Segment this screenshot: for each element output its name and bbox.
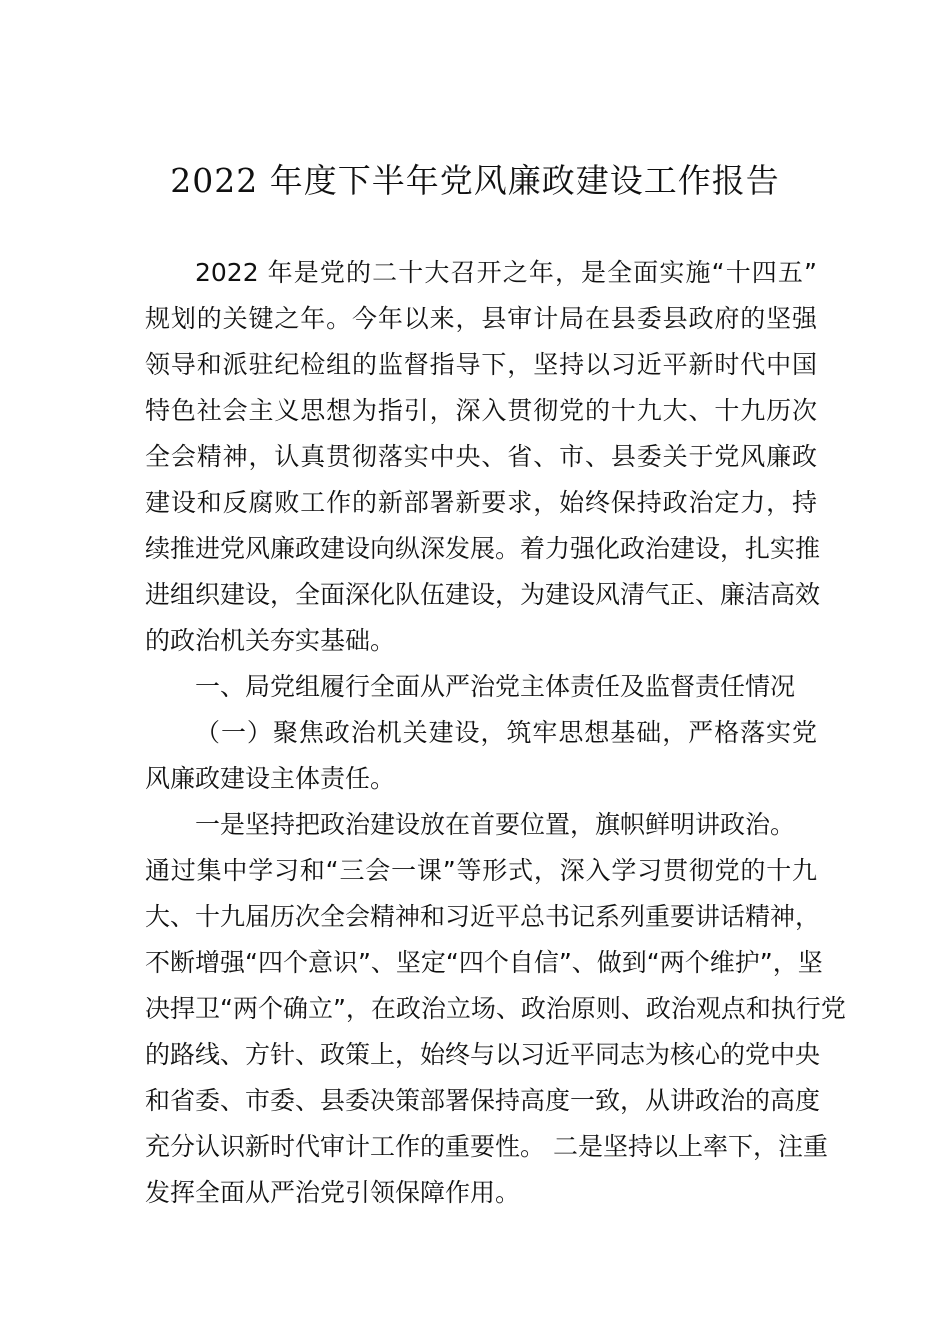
document-body: [145, 250, 846, 1216]
paragraph-line: 领导和派驻纪检组的监督指导下，坚持以习近平新时代中国: [145, 350, 817, 379]
subsection-heading: （一）聚焦政治机关建设，筑牢思想基础，严格落实党: [195, 718, 817, 747]
paragraph-line: 一是坚持把政治建设放在首要位置，旗帜鲜明讲政治。: [195, 810, 796, 839]
paragraph-line: 不断增强“四个意识”、坚定“四个自信”、做到“两个维护”，坚: [145, 948, 823, 977]
paragraph-line: 建设和反腐败工作的新部署新要求，始终保持政治定力，持: [145, 488, 817, 517]
paragraph-line: 和省委、市委、县委决策部署保持高度一致，从讲政治的高度: [145, 1086, 821, 1115]
paragraph-line: 通过集中学习和“三会一课”等形式，深入学习贯彻党的十九: [145, 856, 817, 885]
paragraph-line: 大、十九届历次全会精神和习近平总书记系列重要讲话精神，: [145, 902, 821, 931]
paragraph-line: 充分认识新时代审计工作的重要性。 二是坚持以上率下，注重: [145, 1132, 828, 1161]
subsection-heading-continued: 风廉政建设主体责任。: [145, 764, 396, 793]
paragraph-line: 2022 年是党的二十大召开之年，是全面实施“十四五”: [195, 258, 817, 287]
paragraph-line: 进组织建设，全面深化队伍建设，为建设风清气正、廉洁高效: [145, 580, 821, 609]
paragraph-line: 特色社会主义思想为指引，深入贯彻党的十九大、十九历次: [145, 396, 817, 425]
section-heading: 一、局党组履行全面从严治党主体责任及监督责任情况: [195, 672, 796, 701]
paragraph-line: 发挥全面从严治党引领保障作用。: [145, 1178, 521, 1207]
paragraph-line: 规划的关键之年。今年以来，县审计局在县委县政府的坚强: [145, 304, 817, 333]
paragraph-line: 全会精神，认真贯彻落实中央、省、市、县委关于党风廉政: [145, 442, 817, 471]
document-title: 2022 年度下半年党风廉政建设工作报告: [170, 161, 780, 200]
paragraph-line: 的路线、方针、政策上，始终与以习近平同志为核心的党中央: [145, 1040, 821, 1069]
paragraph-line: 决捍卫“两个确立”，在政治立场、政治原则、政治观点和执行党: [145, 994, 846, 1023]
paragraph-line: 的政治机关夯实基础。: [145, 626, 396, 655]
paragraph-line: 续推进党风廉政建设向纵深发展。着力强化政治建设，扎实推: [145, 534, 821, 563]
